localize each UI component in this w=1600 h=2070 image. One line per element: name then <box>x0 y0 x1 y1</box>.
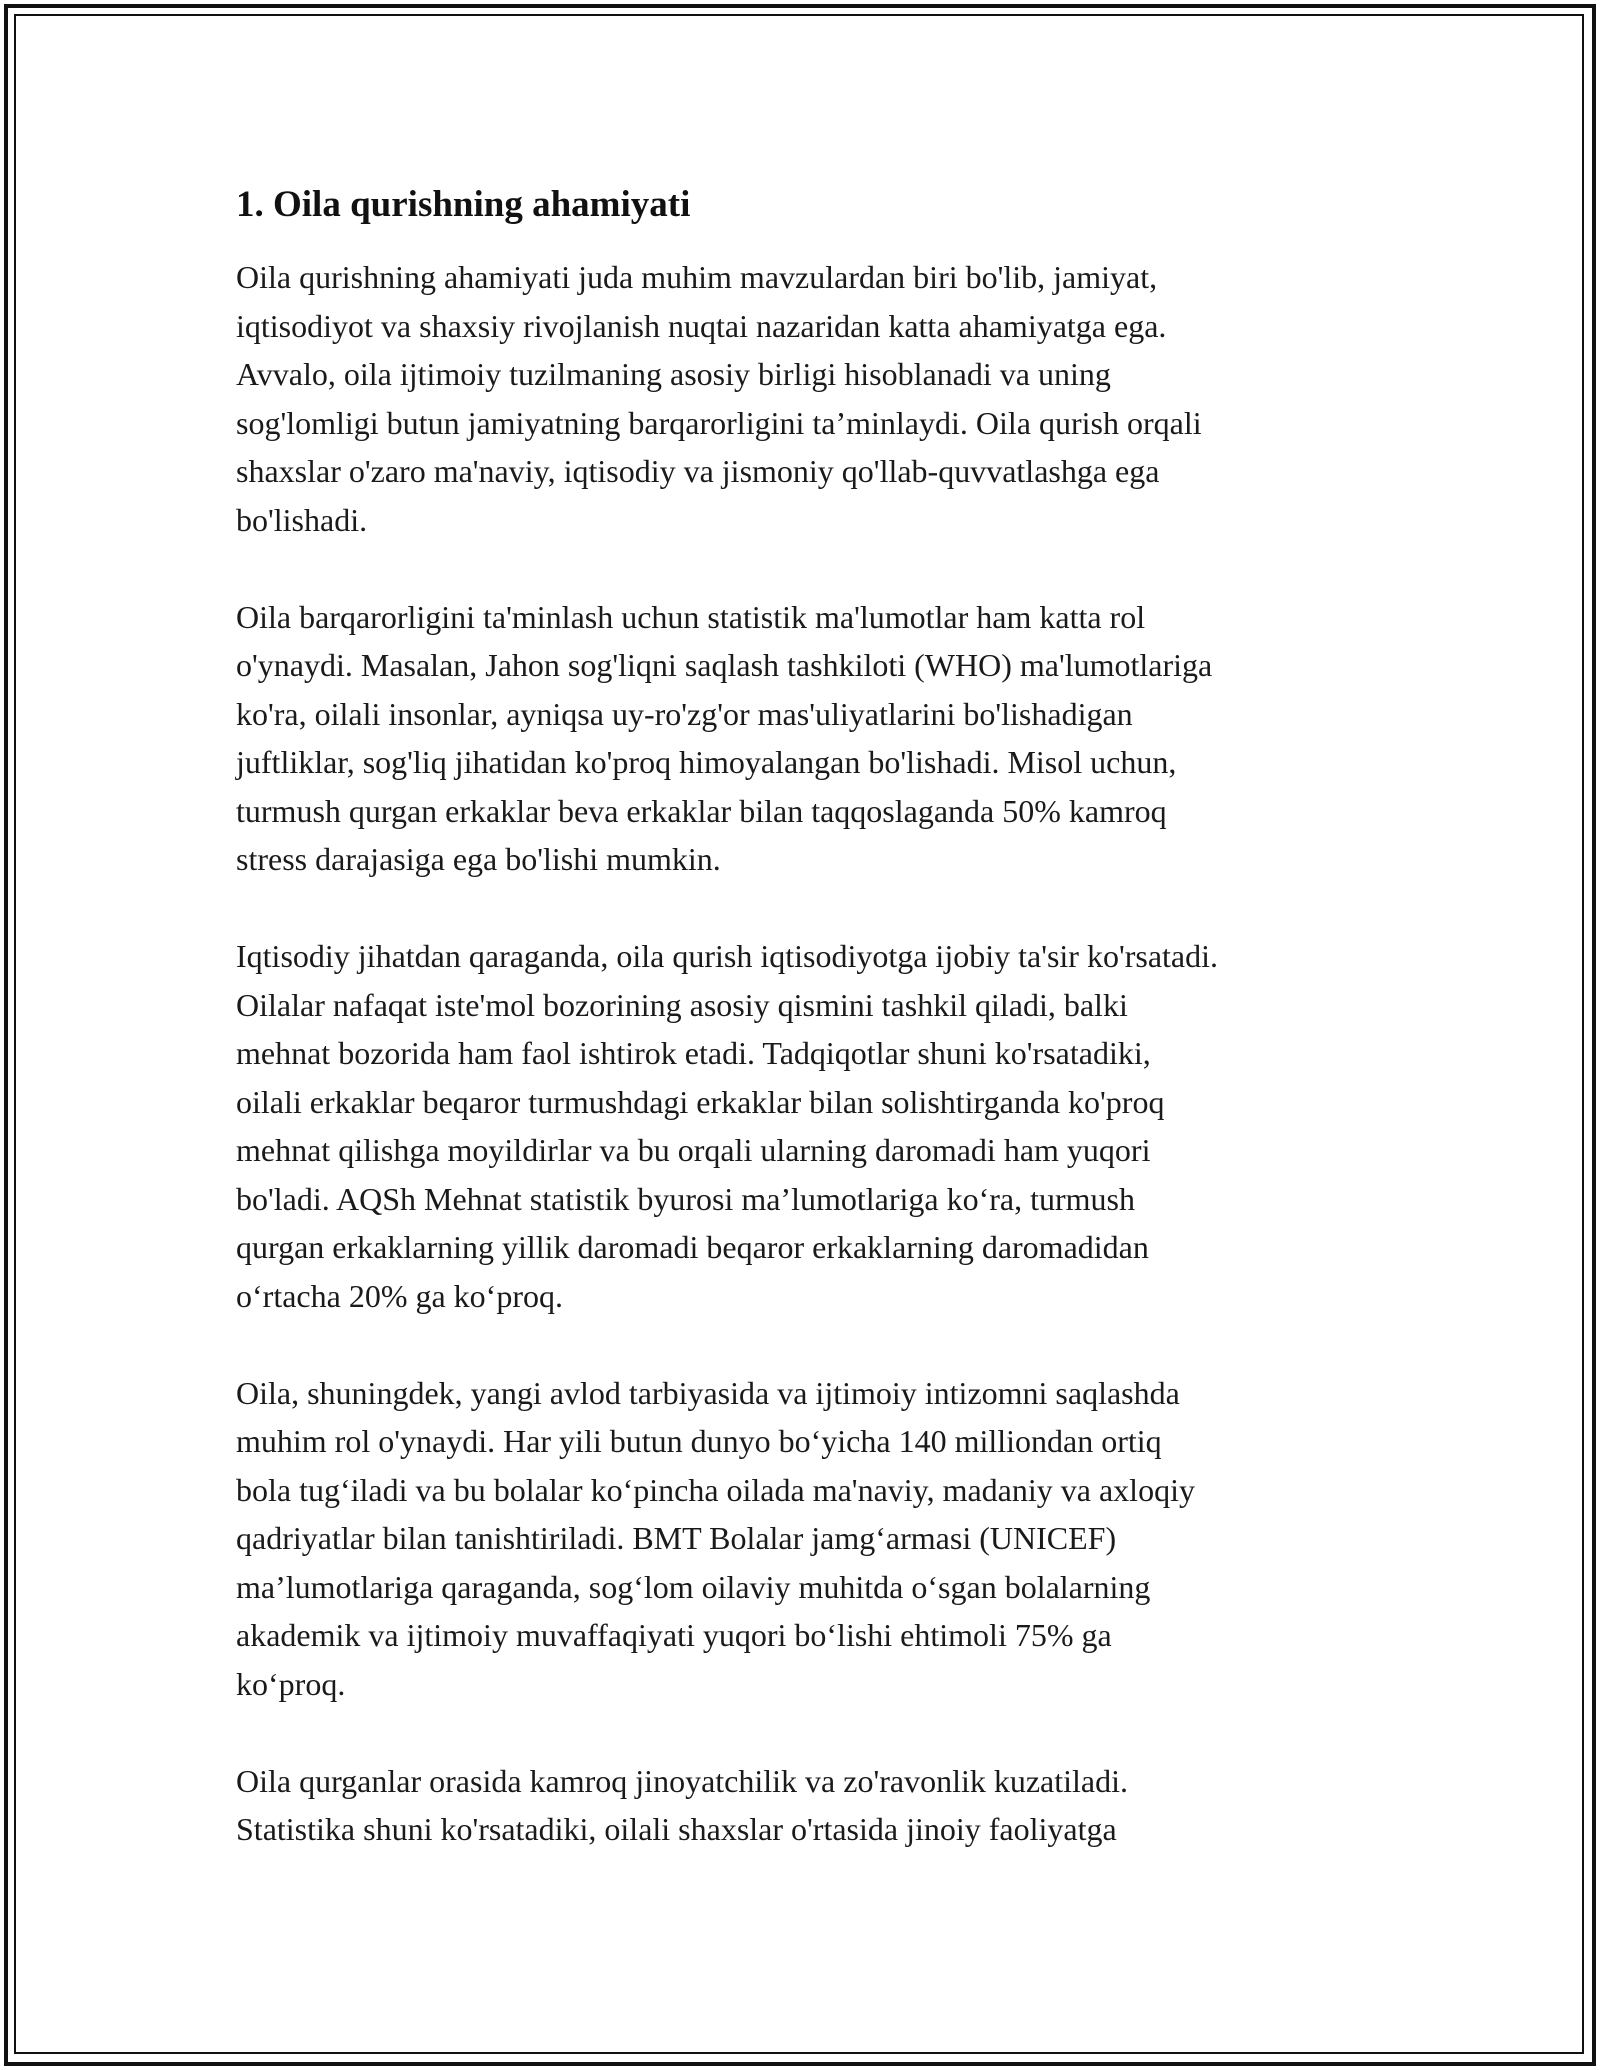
paragraph-line: qurgan erkaklarning yillik daromadi beqaror erkaklarning daromadidan <box>236 1229 1149 1265</box>
paragraph-line: Iqtisodiy jihatdan qaraganda, oila qurish iqtisodiyotga ijobiy ta'sir ko'rsatadi. <box>236 938 1219 974</box>
paragraph-line: shaxslar o'zaro ma'naviy, iqtisodiy va jismoniy qo'llab-quvvatlashga ega <box>236 453 1160 489</box>
paragraph-line: Avvalo, oila ijtimoiy tuzilmaning asosiy birligi hisoblanadi va uning <box>236 356 1111 392</box>
paragraph-line: Oila, shuningdek, yangi avlod tarbiyasida va ijtimoiy intizomni saqlashda <box>236 1374 1180 1411</box>
paragraph-line: bola tug‘iladi va bu bolalar ko‘pincha oilada ma'naviy, madaniy va axloqiy <box>236 1471 1195 1508</box>
paragraph <box>236 932 1386 1320</box>
paragraph-line: sog'lomligi butun jamiyatning barqarorligini ta’minlaydi. Oila qurish orqali <box>236 404 1202 441</box>
paragraph-line: Oila qurishning ahamiyati juda muhim mavzulardan biri bo'lib, jamiyat, <box>236 259 1158 295</box>
paragraph-line: turmush qurgan erkaklar beva erkaklar bilan taqqoslaganda 50% kamroq <box>236 792 1167 829</box>
paragraph-list <box>236 253 1386 1854</box>
paragraph-line: akademik va ijtimoiy muvaffaqiyati yuqori bo‘lishi ehtimoli 75% ga <box>236 1617 1112 1653</box>
section-heading: 1. Oila qurishning ahamiyati <box>236 184 691 225</box>
paragraph-line: oilali erkaklar beqaror turmushdagi erkaklar bilan solishtirganda ko'proq <box>236 1083 1165 1120</box>
paragraph-line: ma’lumotlariga qaraganda, sog‘lom oilaviy muhitda o‘sgan bolalarning <box>236 1568 1151 1605</box>
document-body <box>236 182 1386 1902</box>
paragraph-line: mehnat qilishga moyildirlar va bu orqali ularning daromadi ham yuqori <box>236 1132 1151 1168</box>
paragraph-line: juftliklar, sog'liq jihatidan ko'proq himoyalangan bo'lishadi. Misol uchun, <box>236 744 1177 780</box>
paragraph-line: o‘rtacha 20% ga ko‘proq. <box>236 1277 563 1314</box>
paragraph-line: ko'ra, oilali insonlar, ayniqsa uy-ro'zg'or mas'uliyatlarini bo'lishadigan <box>236 695 1133 732</box>
paragraph <box>236 253 1386 544</box>
paragraph <box>236 593 1386 884</box>
paragraph-line: mehnat bozorida ham faol ishtirok etadi. Tadqiqotlar shuni ko'rsatadiki, <box>236 1035 1151 1071</box>
paragraph-line: o'ynaydi. Masalan, Jahon sog'liqni saqlash tashkiloti (WHO) ma'lumotlariga <box>236 647 1213 683</box>
paragraph-line: Statistika shuni ko'rsatadiki, oilali shaxslar o'rtasida jinoiy faoliyatga <box>236 1811 1117 1847</box>
paragraph-line: Oila barqarorligini ta'minlash uchun statistik ma'lumotlar ham katta rol <box>236 598 1146 635</box>
paragraph <box>236 1757 1386 1854</box>
paragraph-line: ko‘proq. <box>236 1665 346 1702</box>
paragraph-line: muhim rol o'ynaydi. Har yili butun dunyo bo‘yicha 140 milliondan ortiq <box>236 1423 1162 1459</box>
paragraph-line: bo'ladi. AQSh Mehnat statistik byurosi ma’lumotlariga ko‘ra, turmush <box>236 1180 1135 1217</box>
paragraph-line: stress darajasiga ega bo'lishi mumkin. <box>236 841 721 877</box>
paragraph <box>236 1369 1386 1709</box>
paragraph-line: qadriyatlar bilan tanishtiriladi. BMT Bolalar jamg‘armasi (UNICEF) <box>236 1520 1117 1556</box>
paragraph-line: Oilalar nafaqat iste'mol bozorining asosiy qismini tashkil qiladi, balki <box>236 986 1128 1023</box>
paragraph-line: bo'lishadi. <box>236 501 368 538</box>
paragraph-line: iqtisodiyot va shaxsiy rivojlanish nuqtai nazaridan katta ahamiyatga ega. <box>236 307 1167 344</box>
paragraph-line: Oila qurganlar orasida kamroq jinoyatchilik va zo'ravonlik kuzatiladi. <box>236 1762 1129 1799</box>
